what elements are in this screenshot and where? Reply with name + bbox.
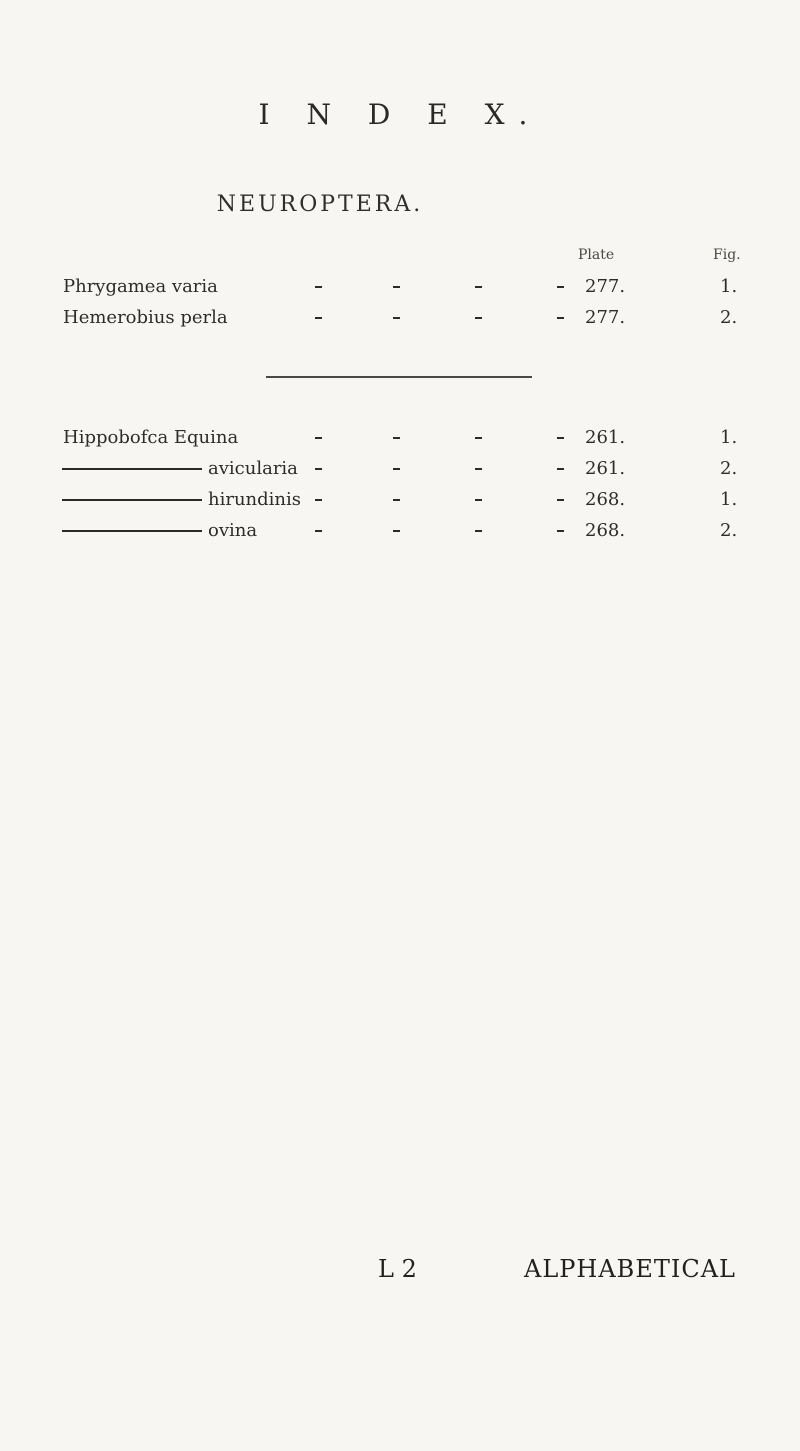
figure-number: 2.	[720, 307, 738, 328]
section-title: NEUROPTERA.	[216, 192, 424, 217]
catchword: ALPHABETICAL	[524, 1255, 736, 1283]
plate-number: 277.	[585, 276, 626, 297]
entry-name: ovina	[208, 520, 258, 541]
figure-number: 1.	[720, 489, 738, 510]
ditto-rule	[62, 468, 202, 470]
column-header-row	[0, 247, 800, 267]
ditto-rule	[62, 530, 202, 532]
entry-name: Hippobofca Equina	[63, 427, 239, 448]
index-entry	[0, 274, 800, 300]
page-title: I N D E X.	[258, 98, 542, 131]
plate-number: 277.	[585, 307, 626, 328]
plate-number: 268.	[585, 520, 626, 541]
leader-dashes	[315, 274, 570, 300]
figure-number: 1.	[720, 427, 738, 448]
signature-mark: L 2	[378, 1255, 417, 1283]
leader-dashes	[315, 456, 570, 482]
leader-dashes	[315, 305, 570, 331]
section-divider	[266, 376, 532, 378]
index-entry	[0, 518, 800, 544]
entry-name: Hemerobius perla	[63, 307, 228, 328]
leader-dashes	[315, 518, 570, 544]
plate-number: 268.	[585, 489, 626, 510]
entry-name: Phrygamea varia	[63, 276, 218, 297]
index-entry	[0, 305, 800, 331]
ditto-rule	[62, 499, 202, 501]
plate-number: 261.	[585, 427, 626, 448]
fig-column-header: Fig.	[713, 247, 741, 263]
figure-number: 2.	[720, 458, 738, 479]
index-entry	[0, 425, 800, 451]
leader-dashes	[315, 487, 570, 513]
plate-column-header: Plate	[578, 247, 615, 263]
index-entry	[0, 487, 800, 513]
leader-dashes	[315, 425, 570, 451]
plate-number: 261.	[585, 458, 626, 479]
entry-name: avicularia	[208, 458, 298, 479]
index-entry	[0, 456, 800, 482]
figure-number: 1.	[720, 276, 738, 297]
figure-number: 2.	[720, 520, 738, 541]
entry-name: hirundinis	[208, 489, 302, 510]
page-footer	[0, 1255, 800, 1289]
